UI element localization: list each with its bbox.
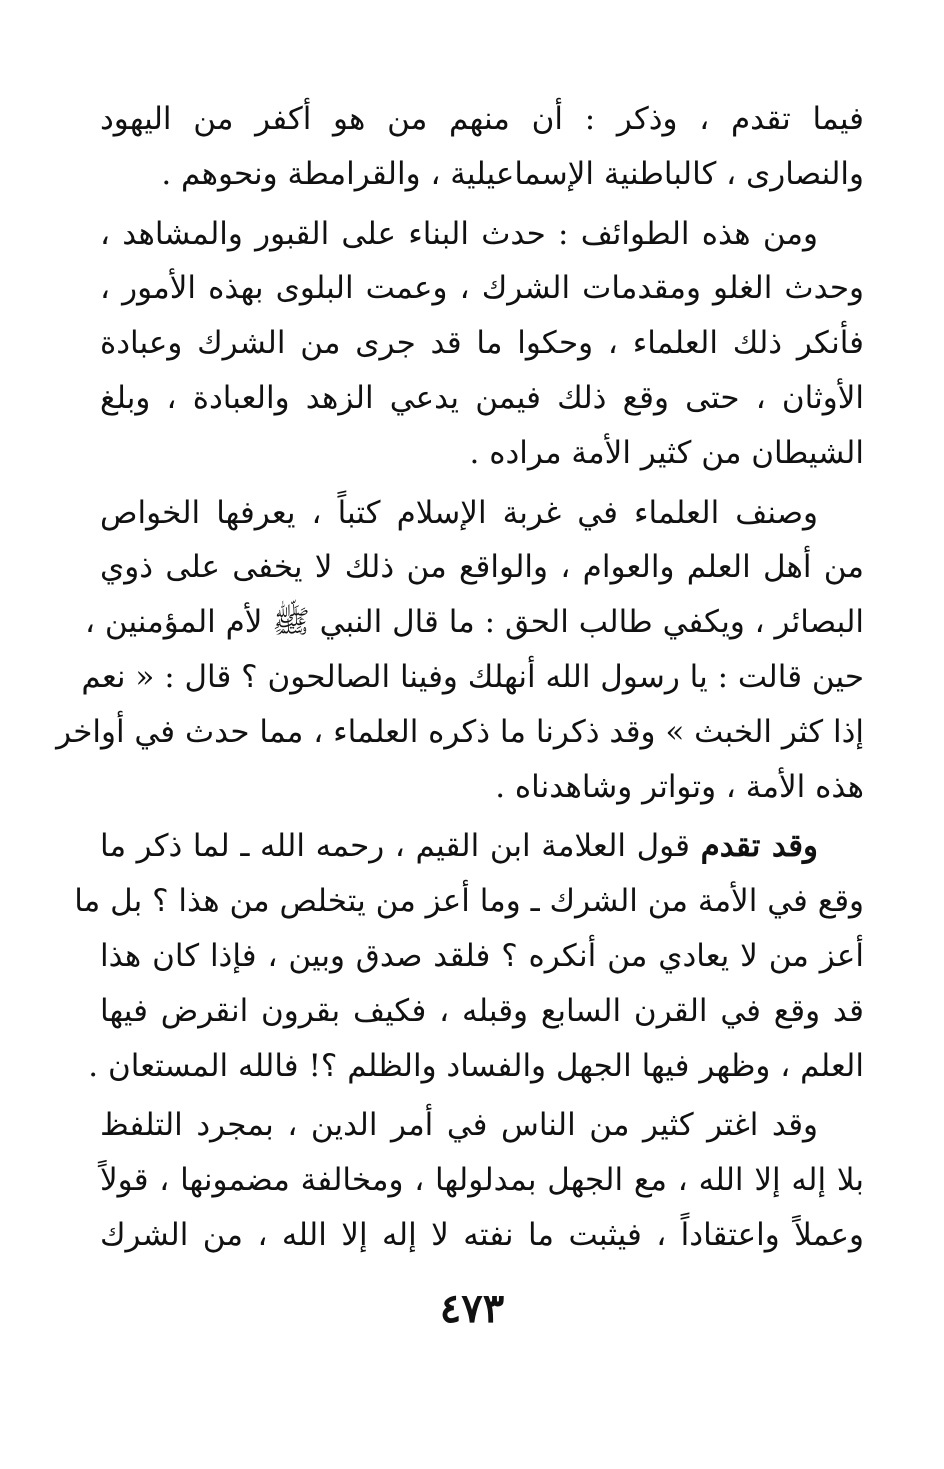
text-line: وقد اغتر كثير من الناس في أمر الدين ، بمجرد التلفظ [100, 1107, 818, 1144]
text-line: ومن هذه الطوائف : حدث البناء على القبور والمشاهد ، [100, 215, 818, 252]
text-line: فأنكر ذلك العلماء ، وحكوا ما قد جرى من الشرك وعبادة [100, 325, 864, 362]
text-line-rest: قول العلامة ابن القيم ، رحمه الله ـ لما ذكر ما [100, 828, 701, 865]
text-line: الأوثان ، حتى وقع ذلك فيمن يدعي الزهد والعبادة ، وبلغ [100, 379, 864, 416]
text-line: من أهل العلم والعوام ، والواقع من ذلك لا يخفى على ذوي [100, 549, 864, 586]
paragraph-lead: وقد تقدم [700, 828, 818, 865]
paragraph-3 [56, 486, 864, 815]
text-line: الشيطان من كثير الأمة مراده . [469, 434, 864, 471]
text-line: بلا إله إلا الله ، مع الجهل بمدلولها ، ومخالفة مضمونها ، قولاً [100, 1162, 864, 1199]
text-line: أعز من لا يعادي من أنكره ؟ فلقد صدق وبين ، فإذا كان هذا [100, 937, 865, 974]
text-line: إذا كثر الخبث » وقد ذكرنا ما ذكره العلماء ، مما حدث في أواخر [56, 713, 864, 750]
paragraph-2 [100, 207, 864, 481]
paragraph-5 [100, 1098, 864, 1262]
page-number: ٤٧٣ [439, 1285, 505, 1332]
text-line: والنصارى ، كالباطنية الإسماعيلية ، والقرامطة ونحوهم . [161, 155, 864, 192]
text-line: وحدث الغلو ومقدمات الشرك ، وعمت البلوى بهذه الأمور ، [100, 270, 864, 307]
paragraph-1 [100, 92, 864, 202]
text-line: وعملاً واعتقاداً ، فيثبت ما نفته لا إله إلا الله ، من الشرك [100, 1216, 864, 1253]
text-line: العلم ، وظهر فيها الجهل والفساد والظلم ؟! فالله المستعان . [88, 1047, 864, 1084]
page-body [56, 92, 865, 1263]
text-line: فيما تقدم ، وذكر : أن منهم من هو أكفر من اليهود [100, 101, 864, 137]
text-line: وقع في الأمة من الشرك ـ وما أعز من يتخلص من هذا ؟ بل ما [74, 883, 864, 920]
text-line: هذه الأمة ، وتواتر وشاهدناه . [495, 768, 864, 805]
text-line: البصائر ، ويكفي طالب الحق : ما قال النبي ﷺ لأم المؤمنين ، [84, 604, 864, 641]
paragraph-4 [74, 819, 865, 1093]
text-line: حين قالت : يا رسول الله أنهلك وفينا الصالحون ؟ قال : « نعم [81, 658, 864, 695]
text-line: وصنف العلماء في غربة الإسلام كتباً ، يعرفها الخواص [100, 494, 818, 531]
text-line [100, 819, 864, 874]
text-line: قد وقع في القرن السابع وقبله ، فكيف بقرون انقرض فيها [100, 992, 864, 1029]
